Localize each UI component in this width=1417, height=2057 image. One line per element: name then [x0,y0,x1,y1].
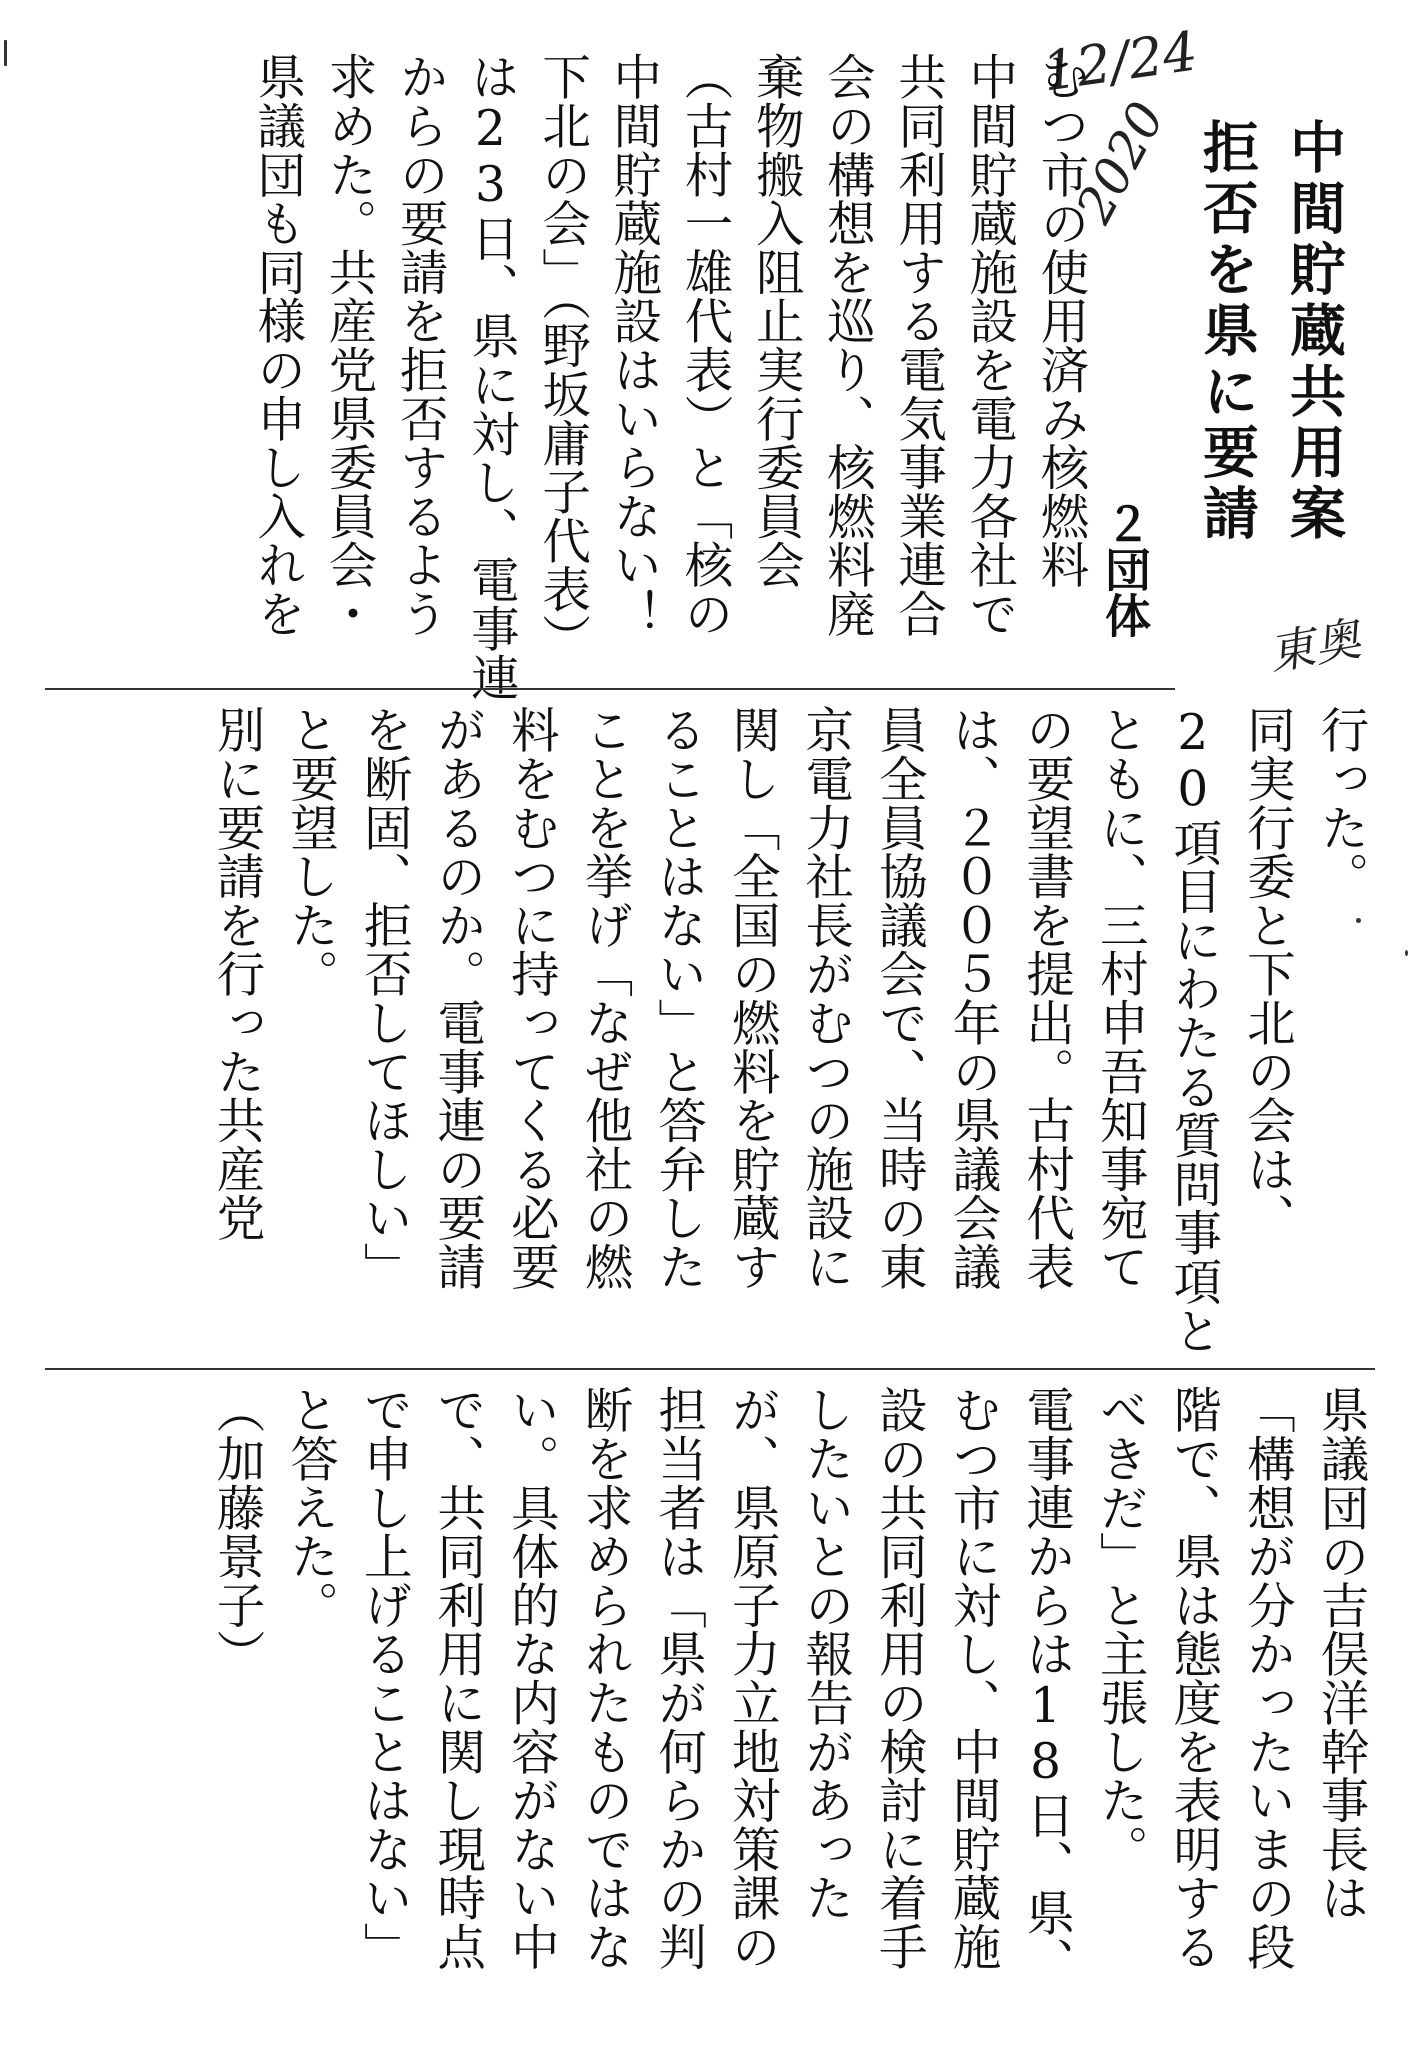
byline: ２団体 [1098,500,1152,638]
handwritten-source: 東奥 [1264,611,1365,681]
text-column: むつ市の使用済み核燃料 [1032,52,1088,589]
text-column: ことを挙げ「なぜ他社の燃 [576,705,632,1291]
text-column: があるのか。電事連の要請 [428,705,485,1291]
section-divider-2 [45,1368,1375,1370]
text-column: を断固、拒否してほしい」 [355,705,412,1291]
text-column: （古村一雄代表）と「核の [676,52,732,638]
text-column: い。具体的な内容がない中 [502,1385,559,1971]
text-column: 設の共同利用の検討に着手 [870,1385,927,1971]
text-column: したいとの報告があった [796,1385,853,1922]
scan-speck [1405,950,1408,956]
text-column: と答えた。 [281,1385,338,1629]
text-column: 「構想が分かったいまの段 [1238,1385,1295,1971]
text-column: 求めた。共産党県委員会・ [320,52,376,638]
text-column: ることはない」と答弁した [649,705,706,1291]
text-column: 階で、県は態度を表明する [1164,1385,1221,1971]
text-column: 同実行委と下北の会は、 [1238,705,1295,1242]
text-column: 京電力社長がむつの施設に [796,705,853,1291]
text-column: は23日、県に対し、電事連 [462,52,519,702]
text-column: は、２００５年の県議会議 [944,705,1000,1291]
text-column: 会の構想を巡り、核燃料廃 [818,52,875,638]
text-column: べきだ」と主張した。 [1091,1385,1148,1873]
text-column: 中間貯蔵施設はいらない！ [604,52,661,638]
text-column: 行った。 [1312,705,1368,901]
text-column: 担当者は「県が何らかの判 [649,1385,706,1971]
scan-speck [1356,918,1361,923]
text-column: 県議団の吉俣洋幹事長は [1312,1385,1368,1922]
text-column: が、県原子力立地対策課の [723,1385,780,1971]
text-column: 電事連からは18日、県、 [1017,1385,1074,1986]
text-column: 県議団も同様の申し入れを [248,52,305,638]
scan-speck [4,40,7,66]
text-column: 20項目にわたる質問事項と [1164,705,1221,1355]
text-column: 料をむつに持ってくる必要 [502,705,559,1291]
text-column: （加藤景子） [208,1385,264,1678]
text-column: と要望した。 [281,705,338,998]
text-column: 別に要請を行った共産党 [208,705,264,1242]
text-column: ともに、三村申吾知事宛て [1091,705,1148,1291]
text-column: むつ市に対し、中間貯蔵施 [944,1385,1000,1971]
text-column: 共同利用する電気事業連合 [889,52,946,638]
text-column: 断を求められたものではな [576,1385,632,1971]
handwritten-year: 2020 [1065,92,1176,233]
text-column: 員全員協議会で、当時の東 [870,705,927,1291]
text-column: で、共同利用に関し現時点 [428,1385,485,1971]
section-divider-1 [45,688,1175,690]
text-column: 下北の会」（野坂庸子代表） [533,52,590,663]
handwritten-date: 12/24 [1038,19,1202,104]
text-column: の要望書を提出。古村代表 [1017,705,1074,1291]
headline-line-2: 拒否を県に要請 [1194,118,1259,545]
text-column: 関し「全国の燃料を貯蔵す [723,705,780,1291]
headline-line-1: 中間貯蔵共用案 [1281,118,1346,545]
text-column: で申し上げることはない」 [355,1385,412,1971]
text-column: 中間貯蔵施設を電力各社で [960,52,1017,638]
text-column: 棄物搬入阻止実行委員会 [747,52,804,589]
text-column: からの要請を拒否するよう [391,52,448,638]
